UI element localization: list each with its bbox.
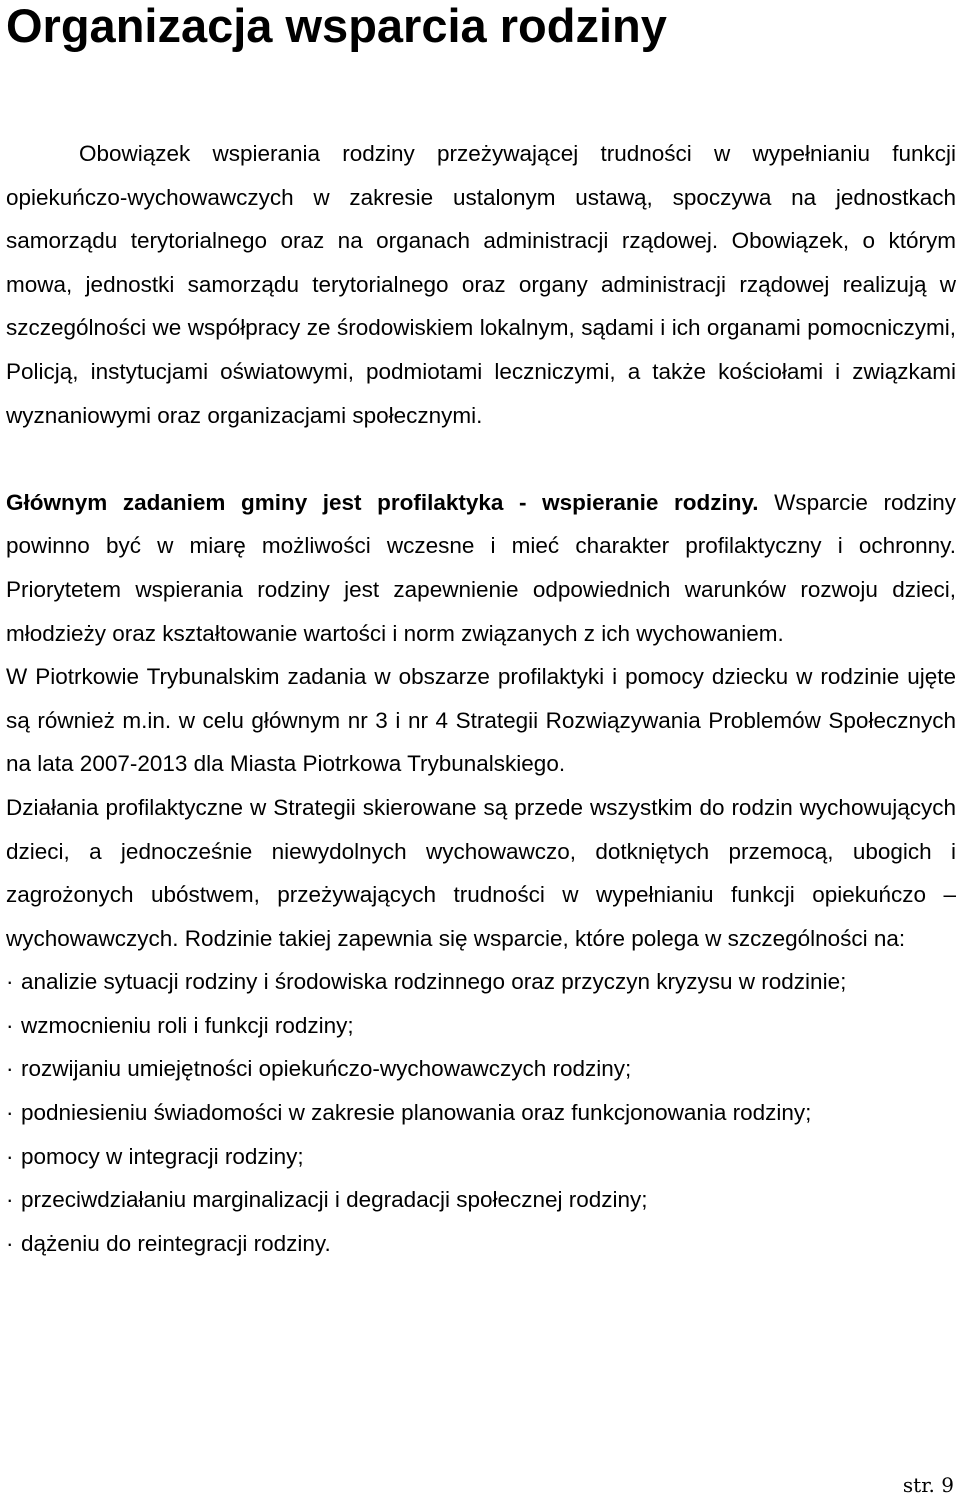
page-title: Organizacja wsparcia rodziny — [6, 0, 667, 52]
list-item-text: podniesieniu świadomości w zakresie planowania oraz funkcjonowania rodziny; — [21, 1100, 812, 1126]
list-item — [6, 1178, 956, 1222]
bullet-icon: · — [6, 1143, 14, 1169]
bullet-icon: · — [6, 1012, 14, 1038]
list-item — [6, 1047, 956, 1091]
list-item-text: dążeniu do reintegracji rodziny. — [21, 1230, 331, 1256]
list-item — [6, 1135, 956, 1179]
priority-sentence: Priorytetem wspierania rodziny jest zapewnienie odpowiednich warunków rozwoju dzieci, młodzieży oraz kształtowanie wartości i norm związanych z ich wychowaniem. — [6, 576, 956, 646]
main-task-bold-sentence: Głównym zadaniem gminy jest profilaktyka - wspieranie rodziny. — [6, 489, 759, 515]
paragraph-spacer — [6, 437, 956, 481]
list-item-text: pomocy w integracji rodziny; — [21, 1143, 304, 1169]
list-item-text: przeciwdziałaniu marginalizacji i degradacji społecznej rodziny; — [21, 1187, 648, 1213]
paragraph-main-task — [6, 481, 956, 655]
support-list — [6, 960, 956, 1265]
list-item-text: rozwijaniu umiejętności opiekuńczo-wychowawczych rodziny; — [21, 1056, 632, 1082]
list-item — [6, 1222, 956, 1266]
document-body — [6, 132, 956, 1265]
list-item-text: analizie sytuacji rodziny i środowiska rodzinnego oraz przyczyn kryzysu w rodzinie; — [21, 969, 847, 995]
list-item-text: wzmocnieniu roli i funkcji rodziny; — [21, 1012, 354, 1038]
bullet-icon: · — [6, 1187, 14, 1213]
bullet-icon: · — [6, 1056, 14, 1082]
paragraph-obligation: Obowiązek wspierania rodziny przeżywającej trudności w wypełnianiu funkcji opiekuńczo-wychowawczych w zakresie ustalonym ustawą, spoczywa na jednostkach samorządu terytorialnego oraz na organach administracji rządowej. Obowiązek, o którym mowa, jednostki samorządu terytorialnego oraz organy administracji rządowej realizują w szczególności we współpracy ze środowiskiem lokalnym, sądami i ich organami pomocniczymi, Policją, instytucjami oświatowymi, podmiotami leczniczymi, a także kościołami i związkami wyznaniowymi oraz organizacjami społecznymi. — [6, 141, 956, 428]
main-task-rest: Wsparcie rodziny powinno być w miarę możliwości wczesne i mieć charakter profilaktyczny i ochronny. — [6, 489, 956, 559]
bullet-icon: · — [6, 1100, 14, 1126]
paragraph-piotrkow: W Piotrkowie Trybunalskim zadania w obszarze profilaktyki i pomocy dziecku w rodzinie ujęte są również m.in. w celu głównym nr 3 i nr 4 Strategii Rozwiązywania Problemów Społecznych na lata 2007-2013 dla Miasta Piotrkowa Trybunalskiego. — [6, 664, 956, 777]
paragraph-strategy-actions: Działania profilaktyczne w Strategii skierowane są przede wszystkim do rodzin wychowujących dzieci, a jednocześnie niewydolnych wychowawczo, dotkniętych przemocą, ubogich i zagrożonych ubóstwem, przeżywających trudności w wypełnianiu funkcji opiekuńczo – wychowawczych. Rodzinie takiej zapewnia się wsparcie, które polega w szczególności na: — [6, 794, 956, 951]
page-number: str. 9 — [902, 1473, 954, 1497]
list-item — [6, 1004, 956, 1048]
list-item — [6, 1091, 956, 1135]
bullet-icon: · — [6, 1230, 14, 1256]
list-item — [6, 960, 956, 1004]
bullet-icon: · — [6, 969, 14, 995]
